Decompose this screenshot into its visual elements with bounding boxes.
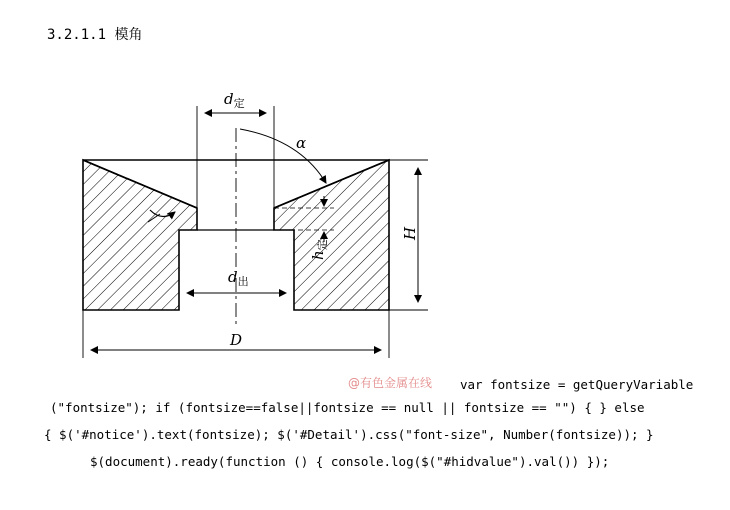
h-set-label: $h_定$ [309, 239, 329, 260]
die-section-left [83, 160, 197, 310]
alpha-angle-arc [240, 129, 326, 183]
section-number: 3.2.1.1 [47, 27, 107, 43]
code-line-3: { $('#notice').text(fontsize); $('#Detail').css("font-size", Number(fontsize)); } [44, 427, 654, 442]
code-line-4: $(document).ready(function () { console.log($("#hidvalue").val()) }); [90, 454, 610, 469]
H-label: H [401, 226, 419, 240]
d-set-label: $d_定$ [224, 90, 245, 110]
d-out-label: $d_出$ [228, 268, 249, 288]
die-section-right [274, 160, 389, 310]
code-line-1: var fontsize = getQueryVariable [460, 377, 694, 392]
D-label: D [230, 331, 243, 349]
alpha-label: α [296, 134, 307, 152]
code-line-2: ("fontsize"); if (fontsize==false||fontsize == null || fontsize == "") { } else [50, 400, 645, 415]
section-title: 模角 [114, 27, 143, 43]
watermark-text: @有色金属在线 [348, 376, 433, 390]
